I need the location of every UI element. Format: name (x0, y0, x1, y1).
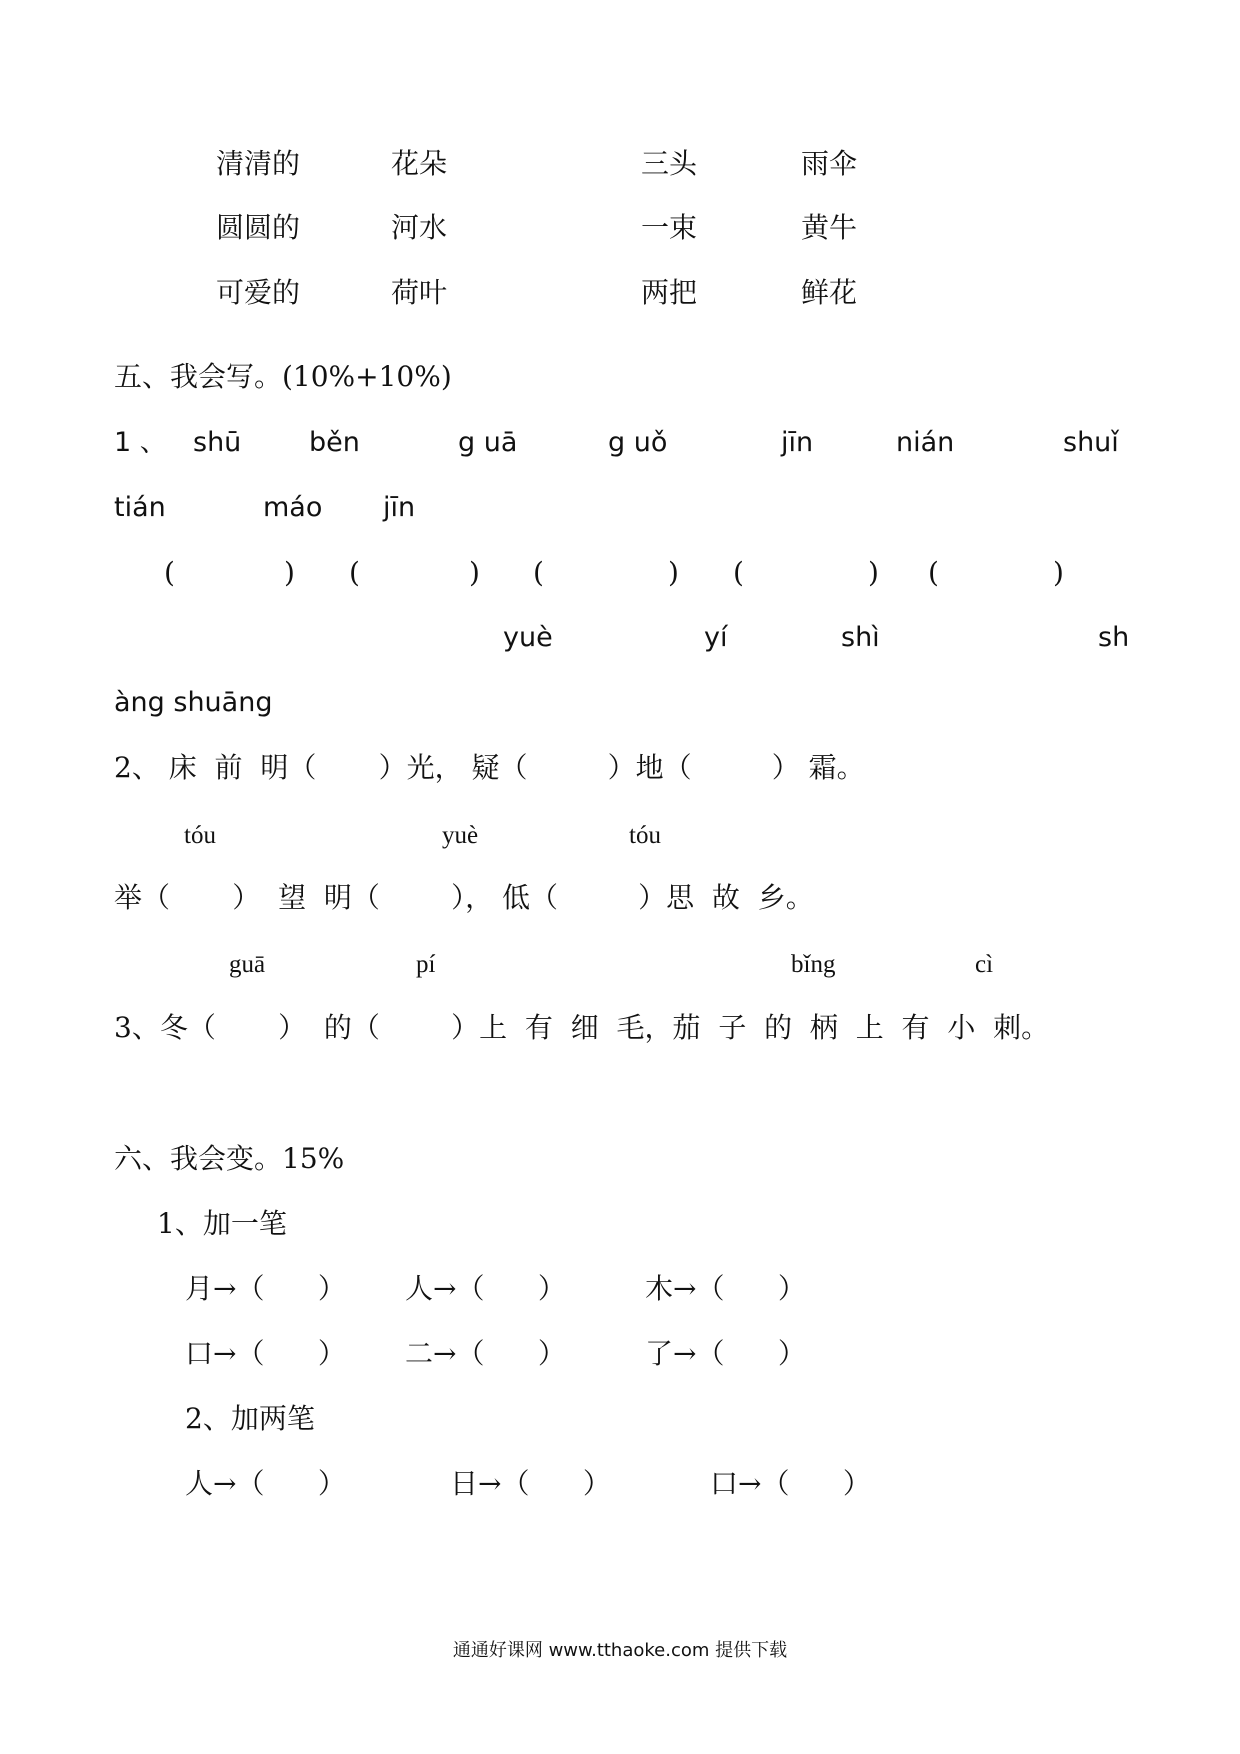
matching-word: 黄牛 (801, 211, 858, 244)
stroke-item: 月→（ ） (185, 1272, 346, 1305)
matching-word: 一束 (641, 211, 698, 244)
matching-word: 荷叶 (391, 276, 448, 309)
bracket-open: ( (164, 556, 175, 589)
sub-question-1: 1、加一笔 (157, 1207, 287, 1240)
stroke-item: 日→（ ） (450, 1467, 611, 1500)
matching-word: 花朵 (391, 147, 448, 180)
stroke-item: 了→（ ） (645, 1337, 806, 1370)
pinyin: běn (309, 427, 360, 458)
pinyin: yuè (503, 622, 553, 653)
stroke-item: 木→（ ） (645, 1272, 806, 1305)
matching-word: 清清的 (216, 147, 301, 180)
pinyin: pí (416, 951, 436, 978)
pinyin: nián (896, 427, 955, 458)
question-number: 1 、 (114, 427, 167, 458)
bracket-close: ) (668, 556, 679, 589)
pinyin: shuǐ (1063, 427, 1119, 458)
stroke-item: 口→（ ） (710, 1467, 871, 1500)
pinyin: g uǒ (608, 427, 668, 458)
q2-poem-line-1: 2、 床 前 明（ ）光， 疑（ ）地（ ） 霜。 (114, 751, 865, 784)
section-6-title: 六、我会变。15% (114, 1142, 345, 1175)
bracket-open: ( (928, 556, 939, 589)
pinyin-continuation: àng shuāng (114, 687, 273, 718)
pinyin: tóu (629, 822, 661, 849)
pinyin: shū (193, 427, 242, 458)
pinyin: sh (1098, 622, 1130, 653)
pinyin: tóu (184, 822, 216, 849)
matching-word: 可爱的 (216, 276, 301, 309)
pinyin: tián (114, 492, 166, 523)
bracket-open: ( (733, 556, 744, 589)
stroke-item: 人→（ ） (185, 1467, 346, 1500)
matching-word: 雨伞 (801, 147, 858, 180)
bracket-close: ) (284, 556, 295, 589)
bracket-open: ( (533, 556, 544, 589)
pinyin: yuè (442, 822, 479, 849)
pinyin: jīn (383, 492, 416, 523)
stroke-item: 人→（ ） (405, 1272, 566, 1305)
page-footer: 通通好课网 www.tthaoke.com 提供下载 (452, 1640, 788, 1661)
matching-word: 鲜花 (801, 276, 858, 309)
pinyin: jīn (781, 427, 814, 458)
section-5-title: 五、我会写。(10%+10%) (114, 360, 452, 393)
sub-question-2: 2、加两笔 (185, 1402, 315, 1435)
bracket-close: ) (469, 556, 480, 589)
matching-word: 三头 (641, 147, 698, 180)
bracket-close: ) (1053, 556, 1064, 589)
pinyin: g uā (458, 427, 518, 458)
pinyin: yí (704, 622, 728, 653)
pinyin: shì (841, 622, 880, 653)
q2-poem-line-2: 举（ ） 望 明（ ）， 低（ ）思 故 乡。 (114, 881, 814, 914)
stroke-item: 口→（ ） (185, 1337, 346, 1370)
pinyin: cì (975, 951, 994, 978)
q3-sentence: 3、冬（ ） 的（ ）上 有 细 毛，茄 子 的 柄 上 有 小 刺。 (114, 1011, 1050, 1044)
matching-word: 圆圆的 (216, 211, 301, 244)
matching-word: 河水 (391, 211, 448, 244)
pinyin: bǐng (791, 951, 836, 978)
pinyin: máo (263, 492, 323, 523)
bracket-open: ( (349, 556, 360, 589)
bracket-close: ) (868, 556, 879, 589)
stroke-item: 二→（ ） (405, 1337, 566, 1370)
pinyin: guā (229, 951, 266, 978)
matching-word: 两把 (641, 276, 698, 309)
